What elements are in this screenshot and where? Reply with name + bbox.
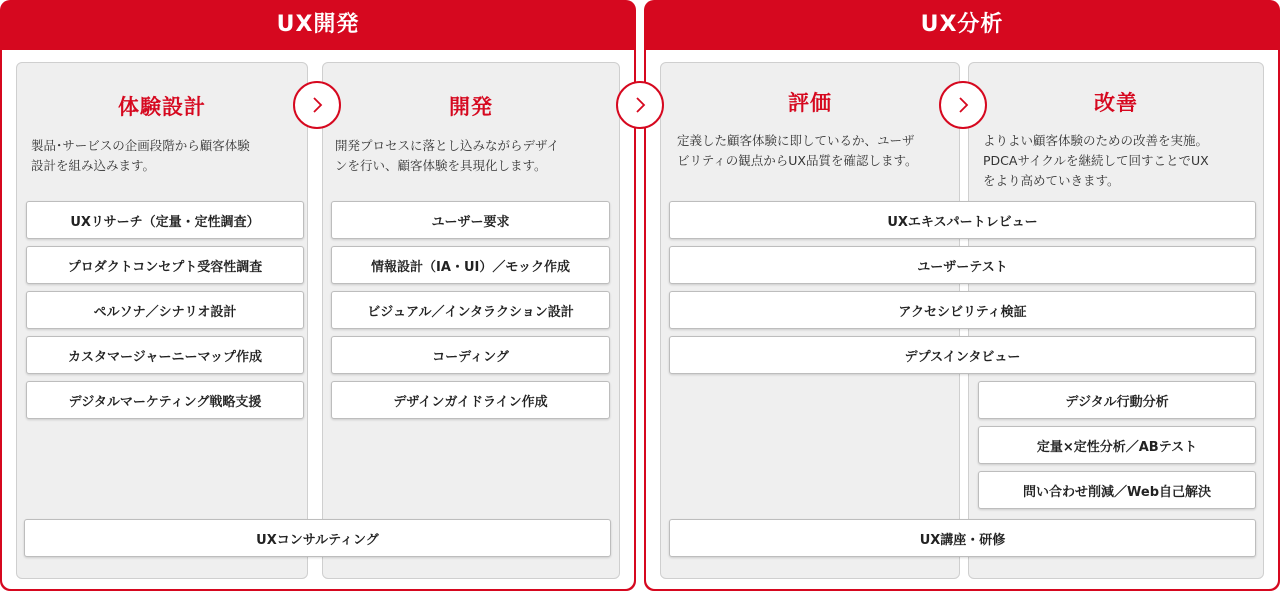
service-box-wide[interactable]: ユーザーテスト (669, 246, 1256, 284)
chevron-right-icon (939, 81, 987, 129)
service-box[interactable]: デジタルマーケティング戦略支援 (26, 381, 304, 419)
service-box-wide[interactable]: デプスインタビュー (669, 336, 1256, 374)
service-box[interactable]: 問い合わせ削減／Web自己解決 (978, 471, 1256, 509)
column-development (322, 62, 620, 579)
service-box[interactable]: デジタル行動分析 (978, 381, 1256, 419)
column-title: 改善 (1094, 91, 1138, 115)
service-box[interactable]: プロダクトコンセプト受容性調査 (26, 246, 304, 284)
column-description: 定義した顧客体験に即しているか、ユーザ ビリティの観点からUX品質を確認します。 (677, 133, 918, 168)
service-box[interactable]: ユーザー要求 (331, 201, 610, 239)
column-title: 評価 (788, 91, 832, 115)
column-title: 体験設計 (118, 95, 206, 119)
service-box[interactable]: 情報設計（IA・UI）／モック作成 (331, 246, 610, 284)
ux-training-box[interactable]: UX講座・研修 (669, 519, 1256, 557)
ux-consulting-box[interactable]: UXコンサルティング (24, 519, 611, 557)
section-body (2, 50, 634, 589)
ux-development-section (0, 0, 636, 591)
ux-analysis-section (644, 0, 1280, 591)
service-box[interactable]: コーディング (331, 336, 610, 374)
service-box[interactable]: デザインガイドライン作成 (331, 381, 610, 419)
chevron-right-icon (616, 81, 664, 129)
service-box-wide[interactable]: UXエキスパートレビュー (669, 201, 1256, 239)
column-title: 開発 (449, 95, 493, 119)
column-description: 製品･サービスの企画段階から顧客体験 設計を組み込みます。 (31, 138, 250, 173)
column-description: 開発プロセスに落とし込みながらデザイ ンを行い、顧客体験を具現化します。 (335, 138, 560, 173)
service-box-wide[interactable]: アクセシビリティ検証 (669, 291, 1256, 329)
section-title-ux-analysis: UX分析 (920, 12, 1004, 37)
column-experience-design (16, 62, 308, 579)
chevron-right-icon (293, 81, 341, 129)
service-box[interactable]: ビジュアル／インタラクション設計 (331, 291, 610, 329)
section-body (646, 50, 1278, 589)
section-title-ux-development: UX開発 (276, 12, 360, 37)
service-box[interactable]: カスタマージャーニーマップ作成 (26, 336, 304, 374)
service-box[interactable]: ペルソナ／シナリオ設計 (26, 291, 304, 329)
service-box[interactable]: UXリサーチ（定量・定性調査） (26, 201, 304, 239)
column-description: よりよい顧客体験のための改善を実施。 PDCAサイクルを継続して回すことでUX をより高めていきます。 (983, 133, 1209, 188)
service-box[interactable]: 定量×定性分析／ABテスト (978, 426, 1256, 464)
